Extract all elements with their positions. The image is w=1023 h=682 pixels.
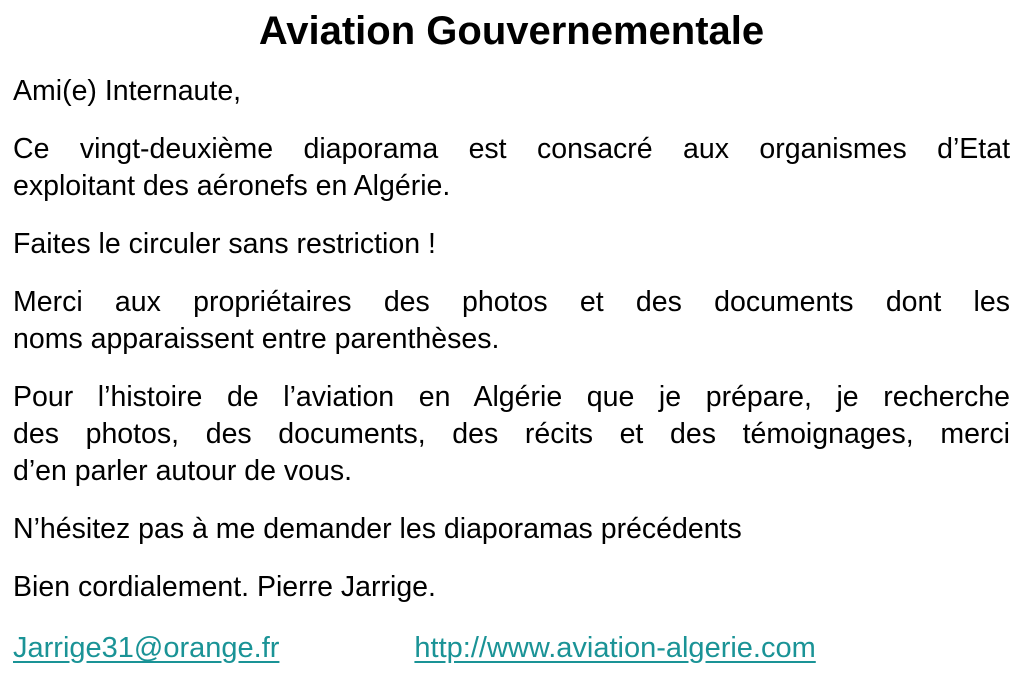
text-line: Pour l’histoire de l’aviation en Algérie que je prépare, je recherche [13, 381, 1010, 413]
text-line: Bien cordialement. Pierre Jarrige. [13, 571, 436, 603]
slide-title: Aviation Gouvernementale [258, 9, 765, 53]
email-link[interactable]: Jarrige31@orange.fr [13, 632, 280, 664]
links-row [0, 629, 1023, 667]
paragraph-previous-slideshows [13, 511, 1010, 548]
text-line: Ce vingt-deuxième diaporama est consacré aux organismes d’Etat [13, 133, 1010, 165]
text-line: exploitant des aéronefs en Algérie. [13, 170, 451, 202]
website-link[interactable]: http://www.aviation-algerie.com [414, 632, 816, 664]
text-line: Merci aux propriétaires des photos et des documents dont les [13, 286, 1010, 318]
paragraph-thanks [13, 284, 1010, 358]
text-line: Faites le circuler sans restriction ! [13, 228, 436, 260]
paragraph-request [13, 379, 1010, 490]
paragraph-greeting [13, 73, 1010, 110]
text-line: d’en parler autour de vous. [13, 455, 353, 487]
paragraph-signature [13, 569, 1010, 606]
paragraph-share [13, 226, 1010, 263]
text-line: N’hésitez pas à me demander les diaporamas précédents [13, 513, 742, 545]
slide-body [0, 73, 1023, 606]
text-line: des photos, des documents, des récits et des témoignages, merci [13, 418, 1010, 450]
text-line: Ami(e) Internaute, [13, 75, 242, 107]
paragraph-intro [13, 131, 1010, 205]
text-line: noms apparaissent entre parenthèses. [13, 323, 500, 355]
